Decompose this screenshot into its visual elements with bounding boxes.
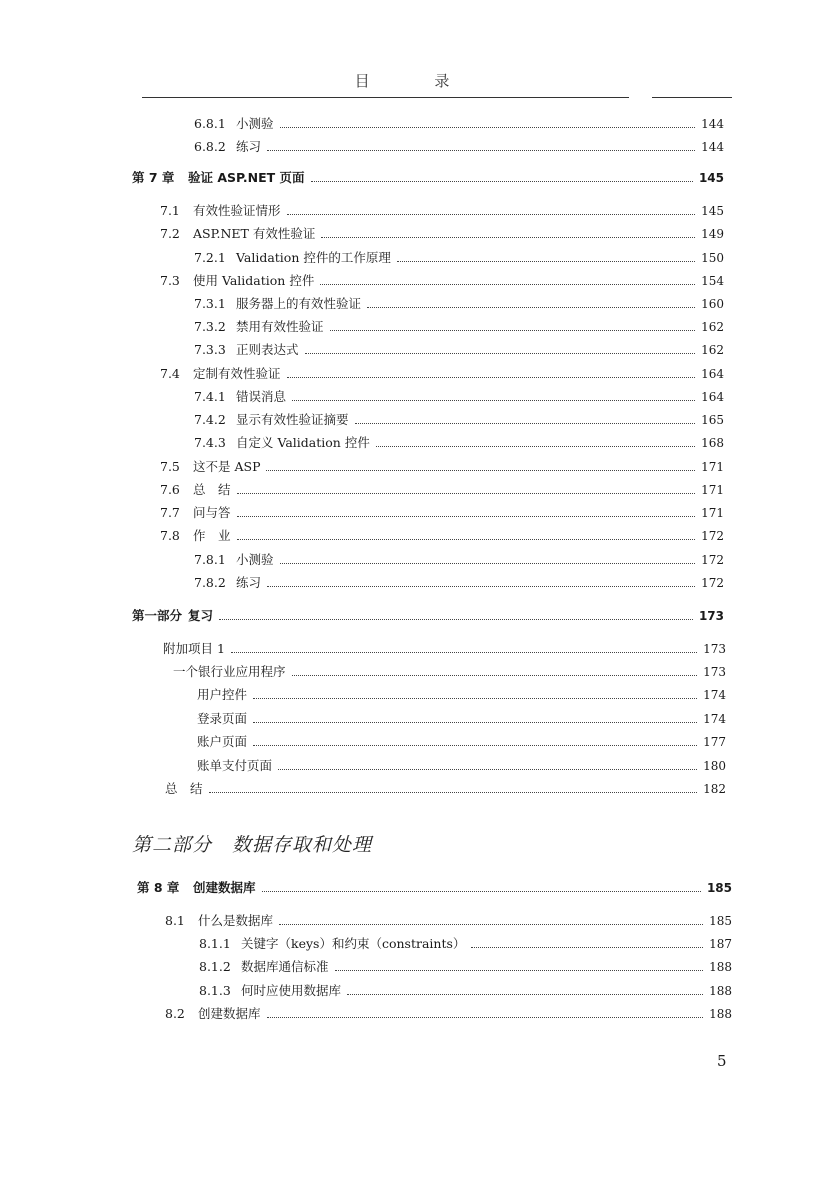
toc-entry [160, 364, 724, 384]
toc-entry-page: 182 [703, 782, 726, 796]
dot-leader [267, 150, 695, 151]
dot-leader [280, 127, 696, 128]
toc-entry-label: 附加项目 1 [163, 641, 225, 656]
dot-leader [376, 446, 695, 447]
dot-leader [278, 769, 697, 770]
toc-entry [160, 526, 724, 546]
dot-leader [347, 994, 703, 995]
dot-leader [355, 423, 696, 424]
dot-leader [292, 400, 695, 401]
toc-entry-label: 小测验 [236, 116, 274, 131]
toc-entry-page: 188 [709, 1007, 732, 1021]
toc-entry [199, 934, 732, 954]
toc-entry-label: 创建数据库 [193, 880, 256, 895]
toc-entry-number: 7.4.1 [194, 389, 226, 404]
toc-entry-page: 173 [703, 665, 726, 679]
dot-leader [209, 792, 698, 793]
toc-entry-page: 145 [698, 171, 724, 185]
toc-entry-label: 何时应使用数据库 [241, 983, 342, 998]
dot-leader [266, 470, 695, 471]
toc-entry [132, 606, 724, 626]
toc-entry-page: 188 [709, 984, 732, 998]
dot-leader [237, 539, 696, 540]
toc-entry-label: 问与答 [193, 505, 231, 520]
dot-leader [262, 891, 701, 892]
dot-leader [287, 214, 696, 215]
toc-entry [163, 639, 726, 659]
toc-entry-label: 什么是数据库 [198, 913, 274, 928]
toc-entry-page: 173 [698, 609, 724, 623]
toc-entry-number: 7.3 [160, 273, 180, 288]
toc-entry-label: Validation 控件的工作原理 [236, 250, 391, 265]
toc-entry [160, 224, 724, 244]
toc-entry-label: 显示有效性验证摘要 [236, 412, 349, 427]
toc-entry-page: 145 [701, 204, 724, 218]
toc-entry-page: 180 [703, 759, 726, 773]
toc-entry-page: 185 [706, 881, 732, 895]
toc-entry-label: 复习 [188, 608, 214, 623]
toc-entry-label: 一个银行业应用程序 [173, 664, 286, 679]
toc-entry-label: 账单支付页面 [197, 758, 273, 773]
dot-leader [219, 619, 693, 620]
toc-entry-label: 这不是 ASP [193, 459, 261, 474]
toc-entry-page: 171 [701, 483, 724, 497]
toc-entry-number: 7.4 [160, 366, 180, 381]
toc-entry-label: 错误消息 [236, 389, 287, 404]
toc-entry [165, 1004, 732, 1024]
dot-leader [397, 261, 695, 262]
toc-entry [194, 114, 724, 134]
toc-entry [194, 433, 724, 453]
toc-entry [194, 573, 724, 593]
toc-entry [194, 137, 724, 157]
toc-entry-page: 187 [709, 937, 732, 951]
toc-entry-label: 数据库通信标准 [241, 959, 329, 974]
toc-entry [165, 911, 732, 931]
toc-entry-number: 6.8.2 [194, 139, 226, 154]
toc-entry-number: 7.3.1 [194, 296, 226, 311]
toc-entry-number: 8.1.3 [199, 983, 231, 998]
toc-entry-page: 174 [703, 712, 726, 726]
toc-entry-page: 144 [701, 117, 724, 131]
toc-entry-number: 第一部分 [132, 608, 183, 623]
toc-entry-number: 7.2 [160, 226, 180, 241]
toc-entry-number: 6.8.1 [194, 116, 226, 131]
toc-entry [194, 387, 724, 407]
toc-entry [197, 709, 726, 729]
dot-leader [267, 586, 695, 587]
toc-entry-page: 165 [701, 413, 724, 427]
toc-entry-label: 使用 Validation 控件 [193, 273, 315, 288]
dot-leader [253, 698, 697, 699]
toc-entry-label: 有效性验证情形 [193, 203, 281, 218]
toc-entry [197, 756, 726, 776]
toc-entry [160, 480, 724, 500]
dot-leader [237, 493, 696, 494]
toc-entry-page: 164 [701, 390, 724, 404]
toc-entry-page: 162 [701, 343, 724, 357]
toc-entry [160, 503, 724, 523]
toc-entry-number: 8.2 [165, 1006, 185, 1021]
dot-leader [292, 675, 698, 676]
dot-leader [237, 516, 696, 517]
toc-entry-label: 用户控件 [197, 687, 248, 702]
toc-entry-number: 8.1.1 [199, 936, 231, 951]
dot-leader [280, 563, 696, 564]
toc-entry-page: 185 [709, 914, 732, 928]
toc-entry-number: 7.5 [160, 459, 180, 474]
toc-entry [194, 410, 724, 430]
toc-entry-page: 177 [703, 735, 726, 749]
toc-entry-number: 7.8 [160, 528, 180, 543]
dot-leader [267, 1017, 704, 1018]
toc-entry-label: 创建数据库 [198, 1006, 261, 1021]
toc-entry-page: 171 [701, 506, 724, 520]
toc-entry-page: 162 [701, 320, 724, 334]
toc-entry-page: 171 [701, 460, 724, 474]
toc-entry-page: 164 [701, 367, 724, 381]
toc-entry-number: 第 7 章 [132, 170, 175, 185]
toc-entry-page: 144 [701, 140, 724, 154]
dot-leader [253, 745, 697, 746]
toc-entry [160, 457, 724, 477]
toc-entry-page: 172 [701, 576, 724, 590]
toc-entry-label: 作 业 [193, 528, 231, 543]
toc-entry-number: 7.6 [160, 482, 180, 497]
toc-entry-page: 172 [701, 529, 724, 543]
dot-leader [287, 377, 696, 378]
toc-entry-label: 禁用有效性验证 [236, 319, 324, 334]
dot-leader [321, 237, 695, 238]
toc-entry-number: 8.1.2 [199, 959, 231, 974]
toc-entry-number: 7.8.1 [194, 552, 226, 567]
toc-entry-number: 7.8.2 [194, 575, 226, 590]
toc-entry-label: 小测验 [236, 552, 274, 567]
toc-entry-label: 总 结 [193, 482, 231, 497]
dot-leader [305, 353, 696, 354]
part-heading: 第二部分 数据存取和处理 [132, 834, 373, 856]
toc-entry-page: 160 [701, 297, 724, 311]
toc-entry-label: 定制有效性验证 [193, 366, 281, 381]
toc-entry [197, 732, 726, 752]
toc-entry-number: 8.1 [165, 913, 185, 928]
toc-entry-number: 7.4.2 [194, 412, 226, 427]
page-header-title: 目 录 [354, 72, 480, 90]
dot-leader [231, 652, 697, 653]
toc-entry-number: 7.2.1 [194, 250, 226, 265]
toc-entry-label: ASP.NET 有效性验证 [193, 226, 316, 241]
dot-leader [279, 924, 703, 925]
toc-entry-page: 173 [703, 642, 726, 656]
toc-entry-page: 149 [701, 227, 724, 241]
toc-entry-label: 账户页面 [197, 734, 248, 749]
dot-leader [311, 181, 693, 182]
toc-entry-number: 7.3.3 [194, 342, 226, 357]
toc-entry [165, 779, 726, 799]
toc-entry-label: 正则表达式 [236, 342, 299, 357]
toc-entry [160, 201, 724, 221]
toc-entry [197, 685, 726, 705]
toc-entry [173, 662, 726, 682]
toc-entry-page: 188 [709, 960, 732, 974]
toc-entry [199, 981, 732, 1001]
toc-entry-label: 练习 [236, 575, 262, 590]
toc-entry [194, 550, 724, 570]
toc-entry-page: 154 [701, 274, 724, 288]
toc-entry-page: 150 [701, 251, 724, 265]
dot-leader [335, 970, 704, 971]
toc-entry [194, 317, 724, 337]
toc-entry-label: 验证 ASP.NET 页面 [188, 170, 305, 185]
dot-leader [320, 284, 695, 285]
toc-entry [194, 294, 724, 314]
toc-entry [160, 271, 724, 291]
toc-entry-number: 7.1 [160, 203, 180, 218]
toc-entry-number: 7.4.3 [194, 435, 226, 450]
toc-entry-number: 第 8 章 [137, 880, 180, 895]
dot-leader [471, 947, 703, 948]
toc-entry-label: 服务器上的有效性验证 [236, 296, 362, 311]
toc-entry-label: 关键字（keys）和约束（constraints） [241, 936, 466, 951]
toc-entry [194, 340, 724, 360]
toc-entry-page: 172 [701, 553, 724, 567]
dot-leader [330, 330, 696, 331]
toc-entry [132, 168, 724, 188]
toc-entry-number: 7.7 [160, 505, 180, 520]
toc-entry-label: 练习 [236, 139, 262, 154]
toc-entry [137, 878, 732, 898]
dot-leader [253, 722, 697, 723]
toc-entry [199, 957, 732, 977]
page-number: 5 [717, 1052, 727, 1070]
toc-entry-page: 168 [701, 436, 724, 450]
dot-leader [367, 307, 695, 308]
toc-entry-label: 登录页面 [197, 711, 248, 726]
toc-entry-label: 自定义 Validation 控件 [236, 435, 370, 450]
toc-entry-label: 总 结 [165, 781, 203, 796]
toc-entry-page: 174 [703, 688, 726, 702]
toc-entry-number: 7.3.2 [194, 319, 226, 334]
toc-entry [194, 248, 724, 268]
